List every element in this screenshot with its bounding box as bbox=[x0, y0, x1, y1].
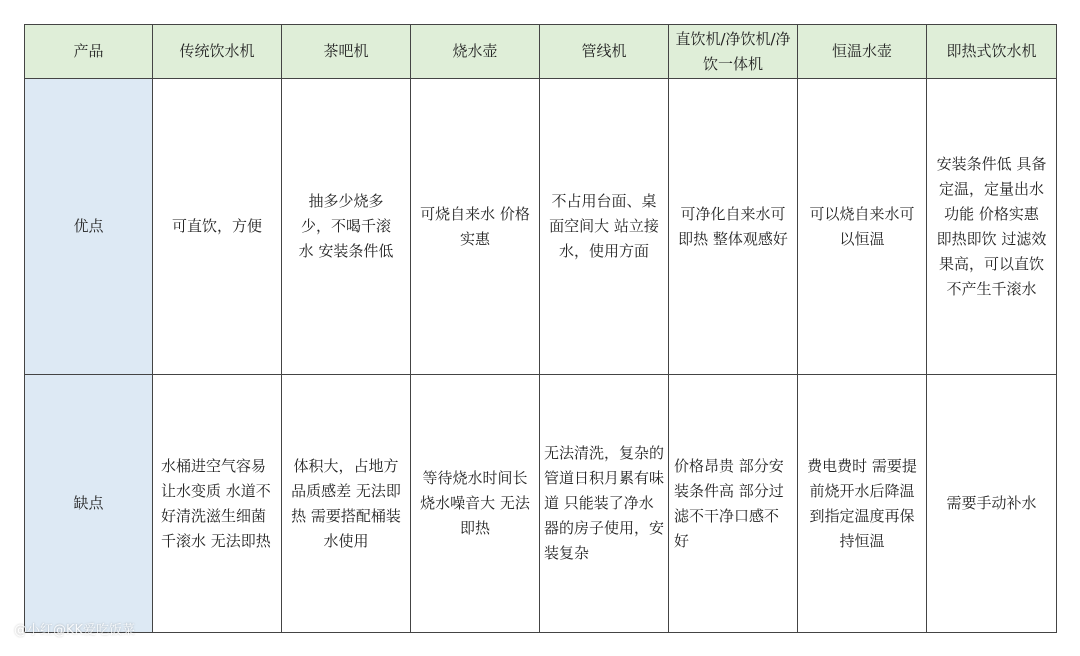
pros-cell-kettle: 可烧自来水 价格实惠 bbox=[411, 79, 540, 375]
cons-cell-thermostatic-kettle: 费电费时 需要提前烧开水后降温到指定温度再保持恒温 bbox=[798, 375, 927, 633]
cons-cell-traditional-dispenser: 水桶进空气容易让水变质 水道不好清洗滋生细菌 千滚水 无法即热 bbox=[153, 375, 282, 633]
header-kettle: 烧水壶 bbox=[411, 25, 540, 79]
cons-cell-tea-bar-machine: 体积大，占地方 品质感差 无法即热 需要搭配桶装水使用 bbox=[282, 375, 411, 633]
comparison-table bbox=[24, 24, 1057, 633]
pros-cell-pipeline-machine: 不占用台面、桌面空间大 站立接水，使用方面 bbox=[540, 79, 669, 375]
header-tea-bar-machine: 茶吧机 bbox=[282, 25, 411, 79]
pros-cell-traditional-dispenser: 可直饮，方便 bbox=[153, 79, 282, 375]
row-label-cons: 缺点 bbox=[25, 375, 153, 633]
pros-row bbox=[25, 79, 1057, 375]
header-product: 产品 bbox=[25, 25, 153, 79]
header-row bbox=[25, 25, 1057, 79]
header-direct-drink-machine: 直饮机/净饮机/净饮一体机 bbox=[669, 25, 798, 79]
watermark-text: @小红@KK爱吃饭菜 bbox=[14, 623, 136, 638]
pros-cell-thermostatic-kettle: 可以烧自来水可以恒温 bbox=[798, 79, 927, 375]
header-instant-heat-dispenser: 即热式饮水机 bbox=[927, 25, 1057, 79]
cons-cell-kettle: 等待烧水时间长 烧水噪音大 无法即热 bbox=[411, 375, 540, 633]
row-label-pros: 优点 bbox=[25, 79, 153, 375]
cons-cell-pipeline-machine: 无法清洗，复杂的管道日积月累有味道 只能装了净水器的房子使用，安装复杂 bbox=[540, 375, 669, 633]
header-traditional-dispenser: 传统饮水机 bbox=[153, 25, 282, 79]
header-thermostatic-kettle: 恒温水壶 bbox=[798, 25, 927, 79]
cons-cell-instant-heat-dispenser: 需要手动补水 bbox=[927, 375, 1057, 633]
cons-row bbox=[25, 375, 1057, 633]
pros-cell-instant-heat-dispenser: 安装条件低 具备定温，定量出水功能 价格实惠 即热即饮 过滤效果高，可以直饮 不产生千滚水 bbox=[927, 79, 1057, 375]
cons-cell-direct-drink-machine: 价格昂贵 部分安装条件高 部分过滤不干净口感不好 bbox=[669, 375, 798, 633]
pros-cell-direct-drink-machine: 可净化自来水可即热 整体观感好 bbox=[669, 79, 798, 375]
header-pipeline-machine: 管线机 bbox=[540, 25, 669, 79]
pros-cell-tea-bar-machine: 抽多少烧多少，不喝千滚水 安装条件低 bbox=[282, 79, 411, 375]
